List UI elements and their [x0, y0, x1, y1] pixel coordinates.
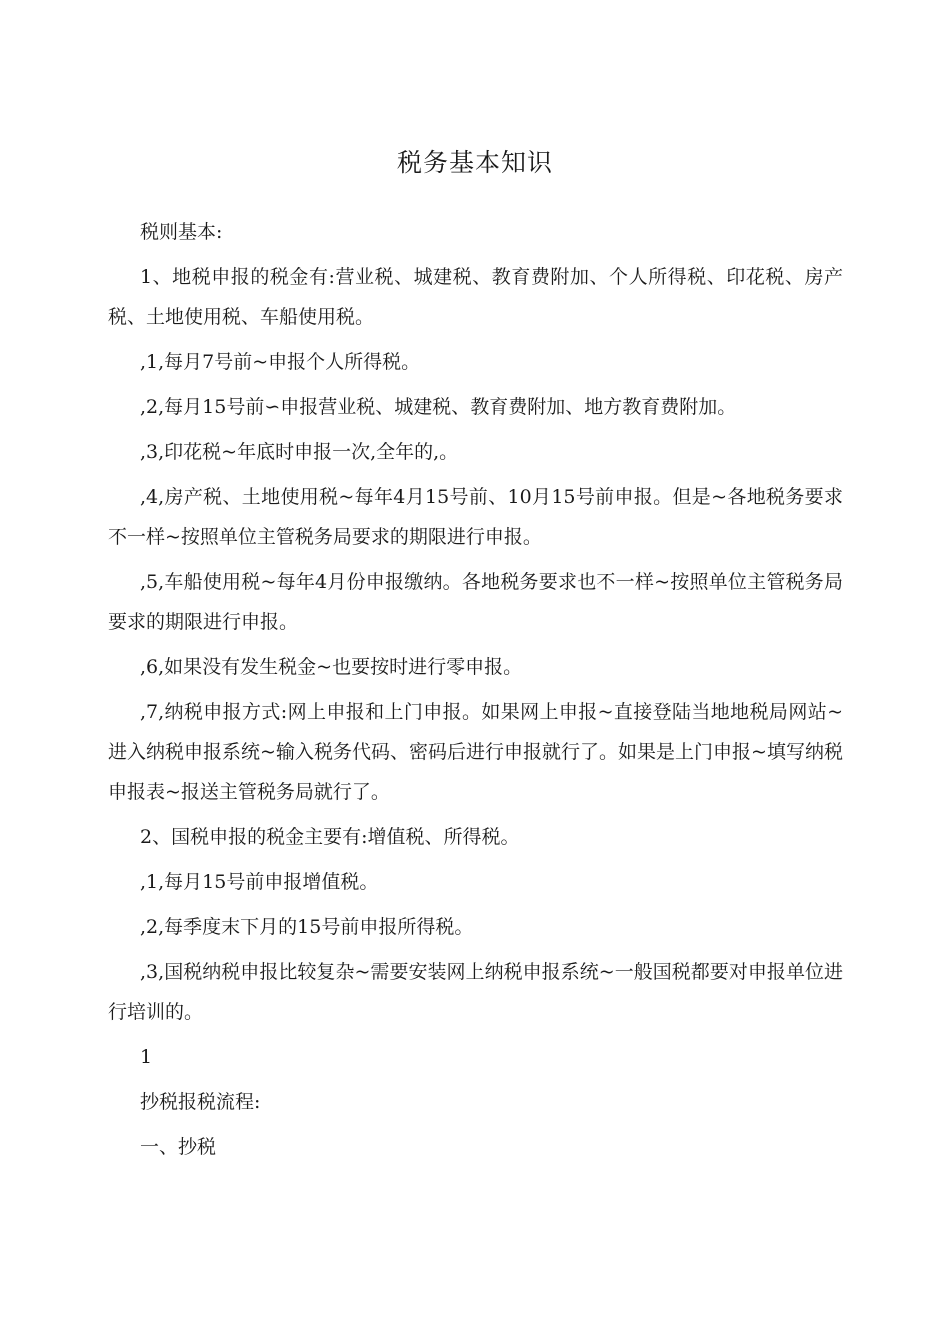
paragraph-local-item-4: ,4,房产税、土地使用税~每年4月15号前、10月15号前申报。但是~各地税务要求不一样~按照单位主管税务局要求的期限进行申报。 — [108, 486, 843, 548]
paragraph-local-item-1: ,1,每月7号前~申报个人所得税。 — [140, 351, 421, 373]
page-number: 1 — [140, 1046, 153, 1068]
paragraph-national-item-3: ,3,国税纳税申报比较复杂~需要安装网上纳税申报系统~一般国税都要对申报单位进行培训的。 — [108, 961, 843, 1023]
document-title: 税务基本知识 — [396, 148, 553, 177]
paragraph-local-item-6: ,6,如果没有发生税金~也要按时进行零申报。 — [140, 656, 523, 678]
paragraph-step-one-heading: 一、抄税 — [140, 1136, 217, 1158]
paragraph-national-item-2: ,2,每季度末下月的15号前申报所得税。 — [140, 916, 474, 938]
paragraph-local-item-3: ,3,印花税~年底时申报一次,全年的,。 — [140, 441, 459, 463]
paragraph-local-tax-items: 1、地税申报的税金有:营业税、城建税、教育费附加、个人所得税、印花税、房产税、土地使用税、车船使用税。 — [108, 266, 843, 328]
paragraph-national-item-1: ,1,每月15号前申报增值税。 — [140, 871, 379, 893]
paragraph-process-heading: 抄税报税流程: — [140, 1091, 261, 1113]
paragraph-local-item-7: ,7,纳税申报方式:网上申报和上门申报。如果网上申报~直接登陆当地地税局网站~进入纳税申报系统~输入税务代码、密码后进行申报就行了。如果是上门申报~填写纳税申报表~报送主管税务局就行了。 — [108, 701, 843, 803]
paragraph-local-item-2: ,2,每月15号前∽申报营业税、城建税、教育费附加、地方教育费附加。 — [140, 396, 737, 418]
paragraph-section-heading: 税则基本: — [140, 221, 223, 243]
paragraph-national-tax-items: 2、国税申报的税金主要有:增值税、所得税。 — [140, 826, 520, 848]
paragraph-local-item-5: ,5,车船使用税~每年4月份申报缴纳。各地税务要求也不一样~按照单位主管税务局要求的期限进行申报。 — [108, 571, 843, 633]
document-body — [108, 212, 843, 1172]
